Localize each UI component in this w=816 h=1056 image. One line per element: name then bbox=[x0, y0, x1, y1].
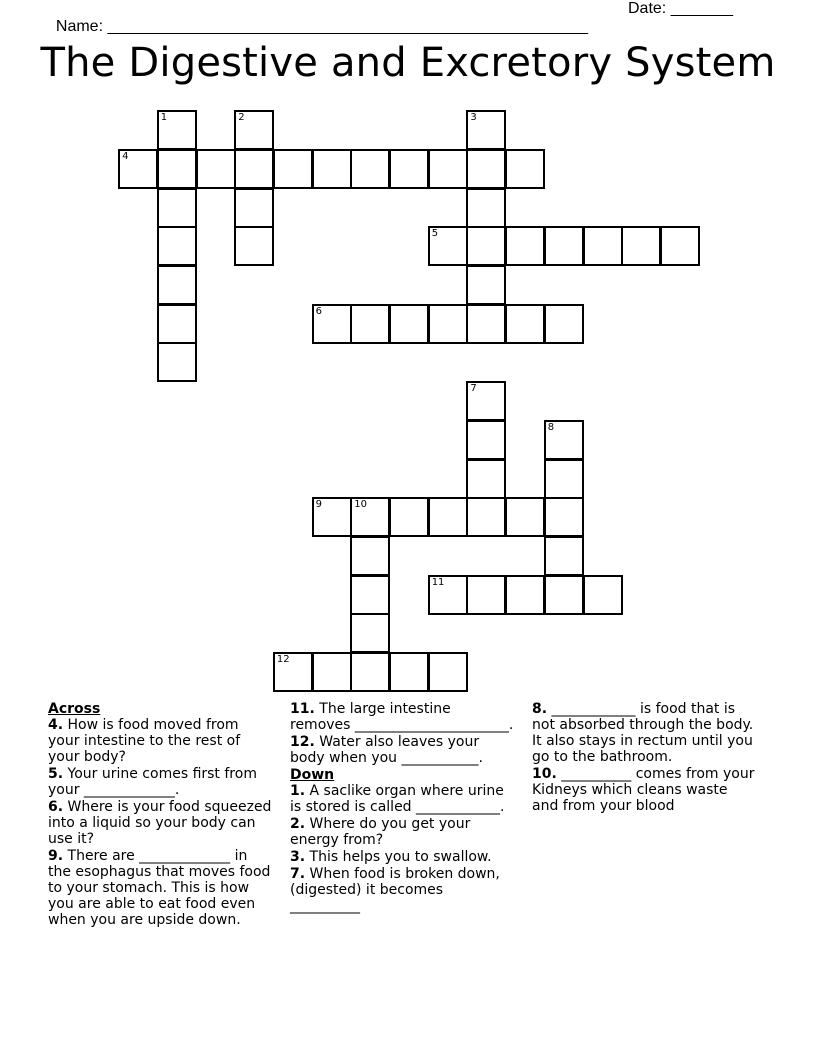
crossword-cell[interactable] bbox=[466, 497, 506, 537]
date-field: Date: _______ bbox=[628, 0, 733, 17]
clues-column-1 bbox=[48, 701, 272, 929]
clue-down-2 bbox=[290, 816, 514, 848]
cell-number: 11 bbox=[431, 576, 445, 588]
crossword-cell[interactable] bbox=[544, 575, 584, 615]
crossword-cell[interactable] bbox=[428, 304, 468, 344]
crossword-cell[interactable] bbox=[660, 226, 700, 266]
clue-across-12 bbox=[290, 734, 514, 766]
crossword-cell[interactable] bbox=[157, 110, 197, 150]
crossword-cell[interactable] bbox=[118, 149, 158, 189]
clue-text: How is food moved from your intestine to the rest of your body? bbox=[48, 717, 241, 765]
crossword-cell[interactable] bbox=[583, 575, 623, 615]
clue-text: When food is broken down, (digested) it becomes __________ bbox=[290, 866, 500, 914]
clue-across-5 bbox=[48, 766, 272, 798]
crossword-cell[interactable] bbox=[157, 342, 197, 382]
crossword-cell[interactable] bbox=[389, 652, 429, 692]
crossword-cell[interactable] bbox=[157, 188, 197, 228]
crossword-cell[interactable] bbox=[157, 304, 197, 344]
crossword-cell[interactable] bbox=[389, 149, 429, 189]
cell-number: 5 bbox=[431, 228, 439, 240]
page-title: The Digestive and Excretory System bbox=[40, 40, 776, 86]
crossword-cell[interactable] bbox=[505, 304, 545, 344]
crossword-cell[interactable] bbox=[389, 497, 429, 537]
clue-text: __________ comes from your Kidneys which cleans waste and from your blood bbox=[532, 766, 755, 814]
clue-across-11 bbox=[290, 701, 514, 733]
clue-text: ____________ is food that is not absorbed through the body. It also stays in rectum until you go to the bathroom. bbox=[532, 701, 754, 765]
crossword-cell[interactable] bbox=[466, 304, 506, 344]
cell-number: 3 bbox=[470, 112, 477, 124]
clue-number: 9. bbox=[48, 848, 64, 864]
clues-column-2 bbox=[290, 701, 514, 915]
clue-across-6 bbox=[48, 799, 272, 847]
crossword-cell[interactable] bbox=[428, 652, 468, 692]
crossword-cell[interactable] bbox=[312, 497, 352, 537]
crossword-cell[interactable] bbox=[157, 149, 197, 189]
cell-number: 1 bbox=[160, 112, 168, 124]
crossword-cell[interactable] bbox=[234, 149, 274, 189]
clues-column-3 bbox=[532, 701, 756, 815]
crossword-cell[interactable] bbox=[466, 110, 506, 150]
crossword-cell[interactable] bbox=[312, 652, 352, 692]
crossword-cell[interactable] bbox=[544, 304, 584, 344]
crossword-cell[interactable] bbox=[466, 575, 506, 615]
crossword-cell[interactable] bbox=[350, 575, 390, 615]
clue-text: Your urine comes first from your _____________. bbox=[48, 766, 257, 798]
clue-text: This helps you to swallow. bbox=[305, 849, 492, 865]
crossword-cell[interactable] bbox=[350, 149, 390, 189]
crossword-cell[interactable] bbox=[350, 652, 390, 692]
crossword-cell[interactable] bbox=[350, 497, 390, 537]
clue-number: 1. bbox=[290, 783, 306, 799]
clue-number: 12. bbox=[290, 734, 315, 750]
clue-number: 11. bbox=[290, 701, 315, 717]
crossword-cell[interactable] bbox=[157, 226, 197, 266]
name-field: Name: ______________________________________________________ bbox=[55, 18, 588, 35]
crossword-cell[interactable] bbox=[428, 575, 468, 615]
crossword-cell[interactable] bbox=[350, 304, 390, 344]
crossword-cell[interactable] bbox=[466, 226, 506, 266]
cell-number: 9 bbox=[315, 499, 322, 511]
clue-number: 10. bbox=[532, 766, 557, 782]
clue-number: 7. bbox=[290, 866, 306, 882]
clue-text: There are _____________ in the esophagus that moves food to your stomach. This is how you are able to eat food even when you are upside down. bbox=[48, 848, 271, 928]
clue-down-1 bbox=[290, 783, 514, 815]
crossword-cell[interactable] bbox=[505, 226, 545, 266]
cell-number: 6 bbox=[315, 305, 322, 317]
clue-text: A saclike organ where urine is stored is called ____________. bbox=[290, 783, 505, 815]
crossword-cell[interactable] bbox=[350, 613, 390, 653]
crossword-cell[interactable] bbox=[466, 265, 506, 305]
clue-number: 6. bbox=[48, 799, 64, 815]
crossword-cell[interactable] bbox=[428, 497, 468, 537]
crossword-cell[interactable] bbox=[466, 188, 506, 228]
clue-across-9 bbox=[48, 848, 272, 928]
crossword-cell[interactable] bbox=[544, 536, 584, 576]
crossword-cell[interactable] bbox=[389, 304, 429, 344]
clue-down-8 bbox=[532, 701, 756, 765]
clue-number: 4. bbox=[48, 717, 64, 733]
crossword-cell[interactable] bbox=[505, 575, 545, 615]
crossword-cell[interactable] bbox=[466, 149, 506, 189]
crossword-cell[interactable] bbox=[466, 420, 506, 460]
crossword-cell[interactable] bbox=[350, 536, 390, 576]
crossword-cell[interactable] bbox=[234, 188, 274, 228]
clue-number: 5. bbox=[48, 766, 64, 782]
crossword-cell[interactable] bbox=[312, 149, 352, 189]
clue-text: Where is your food squeezed into a liquid so your body can use it? bbox=[48, 799, 272, 847]
crossword-cell[interactable] bbox=[544, 497, 584, 537]
clue-number: 3. bbox=[290, 849, 306, 865]
cell-number: 4 bbox=[122, 150, 129, 162]
crossword-cell[interactable] bbox=[466, 381, 506, 421]
cell-number: 8 bbox=[547, 421, 555, 433]
crossword-cell[interactable] bbox=[466, 459, 506, 499]
clue-number: 8. bbox=[532, 701, 548, 717]
crossword-cell[interactable] bbox=[273, 652, 313, 692]
cell-number: 7 bbox=[470, 383, 477, 395]
clue-down-7 bbox=[290, 866, 514, 914]
crossword-cell[interactable] bbox=[544, 226, 584, 266]
crossword-cell[interactable] bbox=[428, 149, 468, 189]
cell-number: 12 bbox=[276, 654, 290, 665]
clue-text: Water also leaves your body when you ___________. bbox=[290, 734, 483, 766]
clue-down-3 bbox=[290, 849, 514, 865]
clue-across-4 bbox=[48, 717, 272, 765]
crossword-cell[interactable] bbox=[621, 226, 661, 266]
crossword-cell[interactable] bbox=[196, 149, 236, 189]
crossword-cell[interactable] bbox=[428, 226, 468, 266]
crossword-cell[interactable] bbox=[234, 226, 274, 266]
clue-text: Where do you get your energy from? bbox=[290, 816, 471, 848]
crossword-cell[interactable] bbox=[273, 149, 313, 189]
crossword-cell[interactable] bbox=[234, 110, 274, 150]
crossword-cell[interactable] bbox=[312, 304, 352, 344]
crossword-cell[interactable] bbox=[583, 226, 623, 266]
crossword-cell[interactable] bbox=[544, 459, 584, 499]
crossword-cell[interactable] bbox=[157, 265, 197, 305]
crossword-cell[interactable] bbox=[505, 497, 545, 537]
clue-down-10 bbox=[532, 766, 756, 814]
across-heading: Across bbox=[48, 701, 101, 717]
clue-number: 2. bbox=[290, 816, 306, 832]
clue-text: The large intestine removes ______________________. bbox=[290, 701, 514, 733]
cell-number: 10 bbox=[354, 499, 368, 511]
crossword-cell[interactable] bbox=[544, 420, 584, 460]
crossword-cell[interactable] bbox=[505, 149, 545, 189]
down-heading: Down bbox=[290, 767, 335, 783]
cell-number: 2 bbox=[238, 112, 245, 124]
